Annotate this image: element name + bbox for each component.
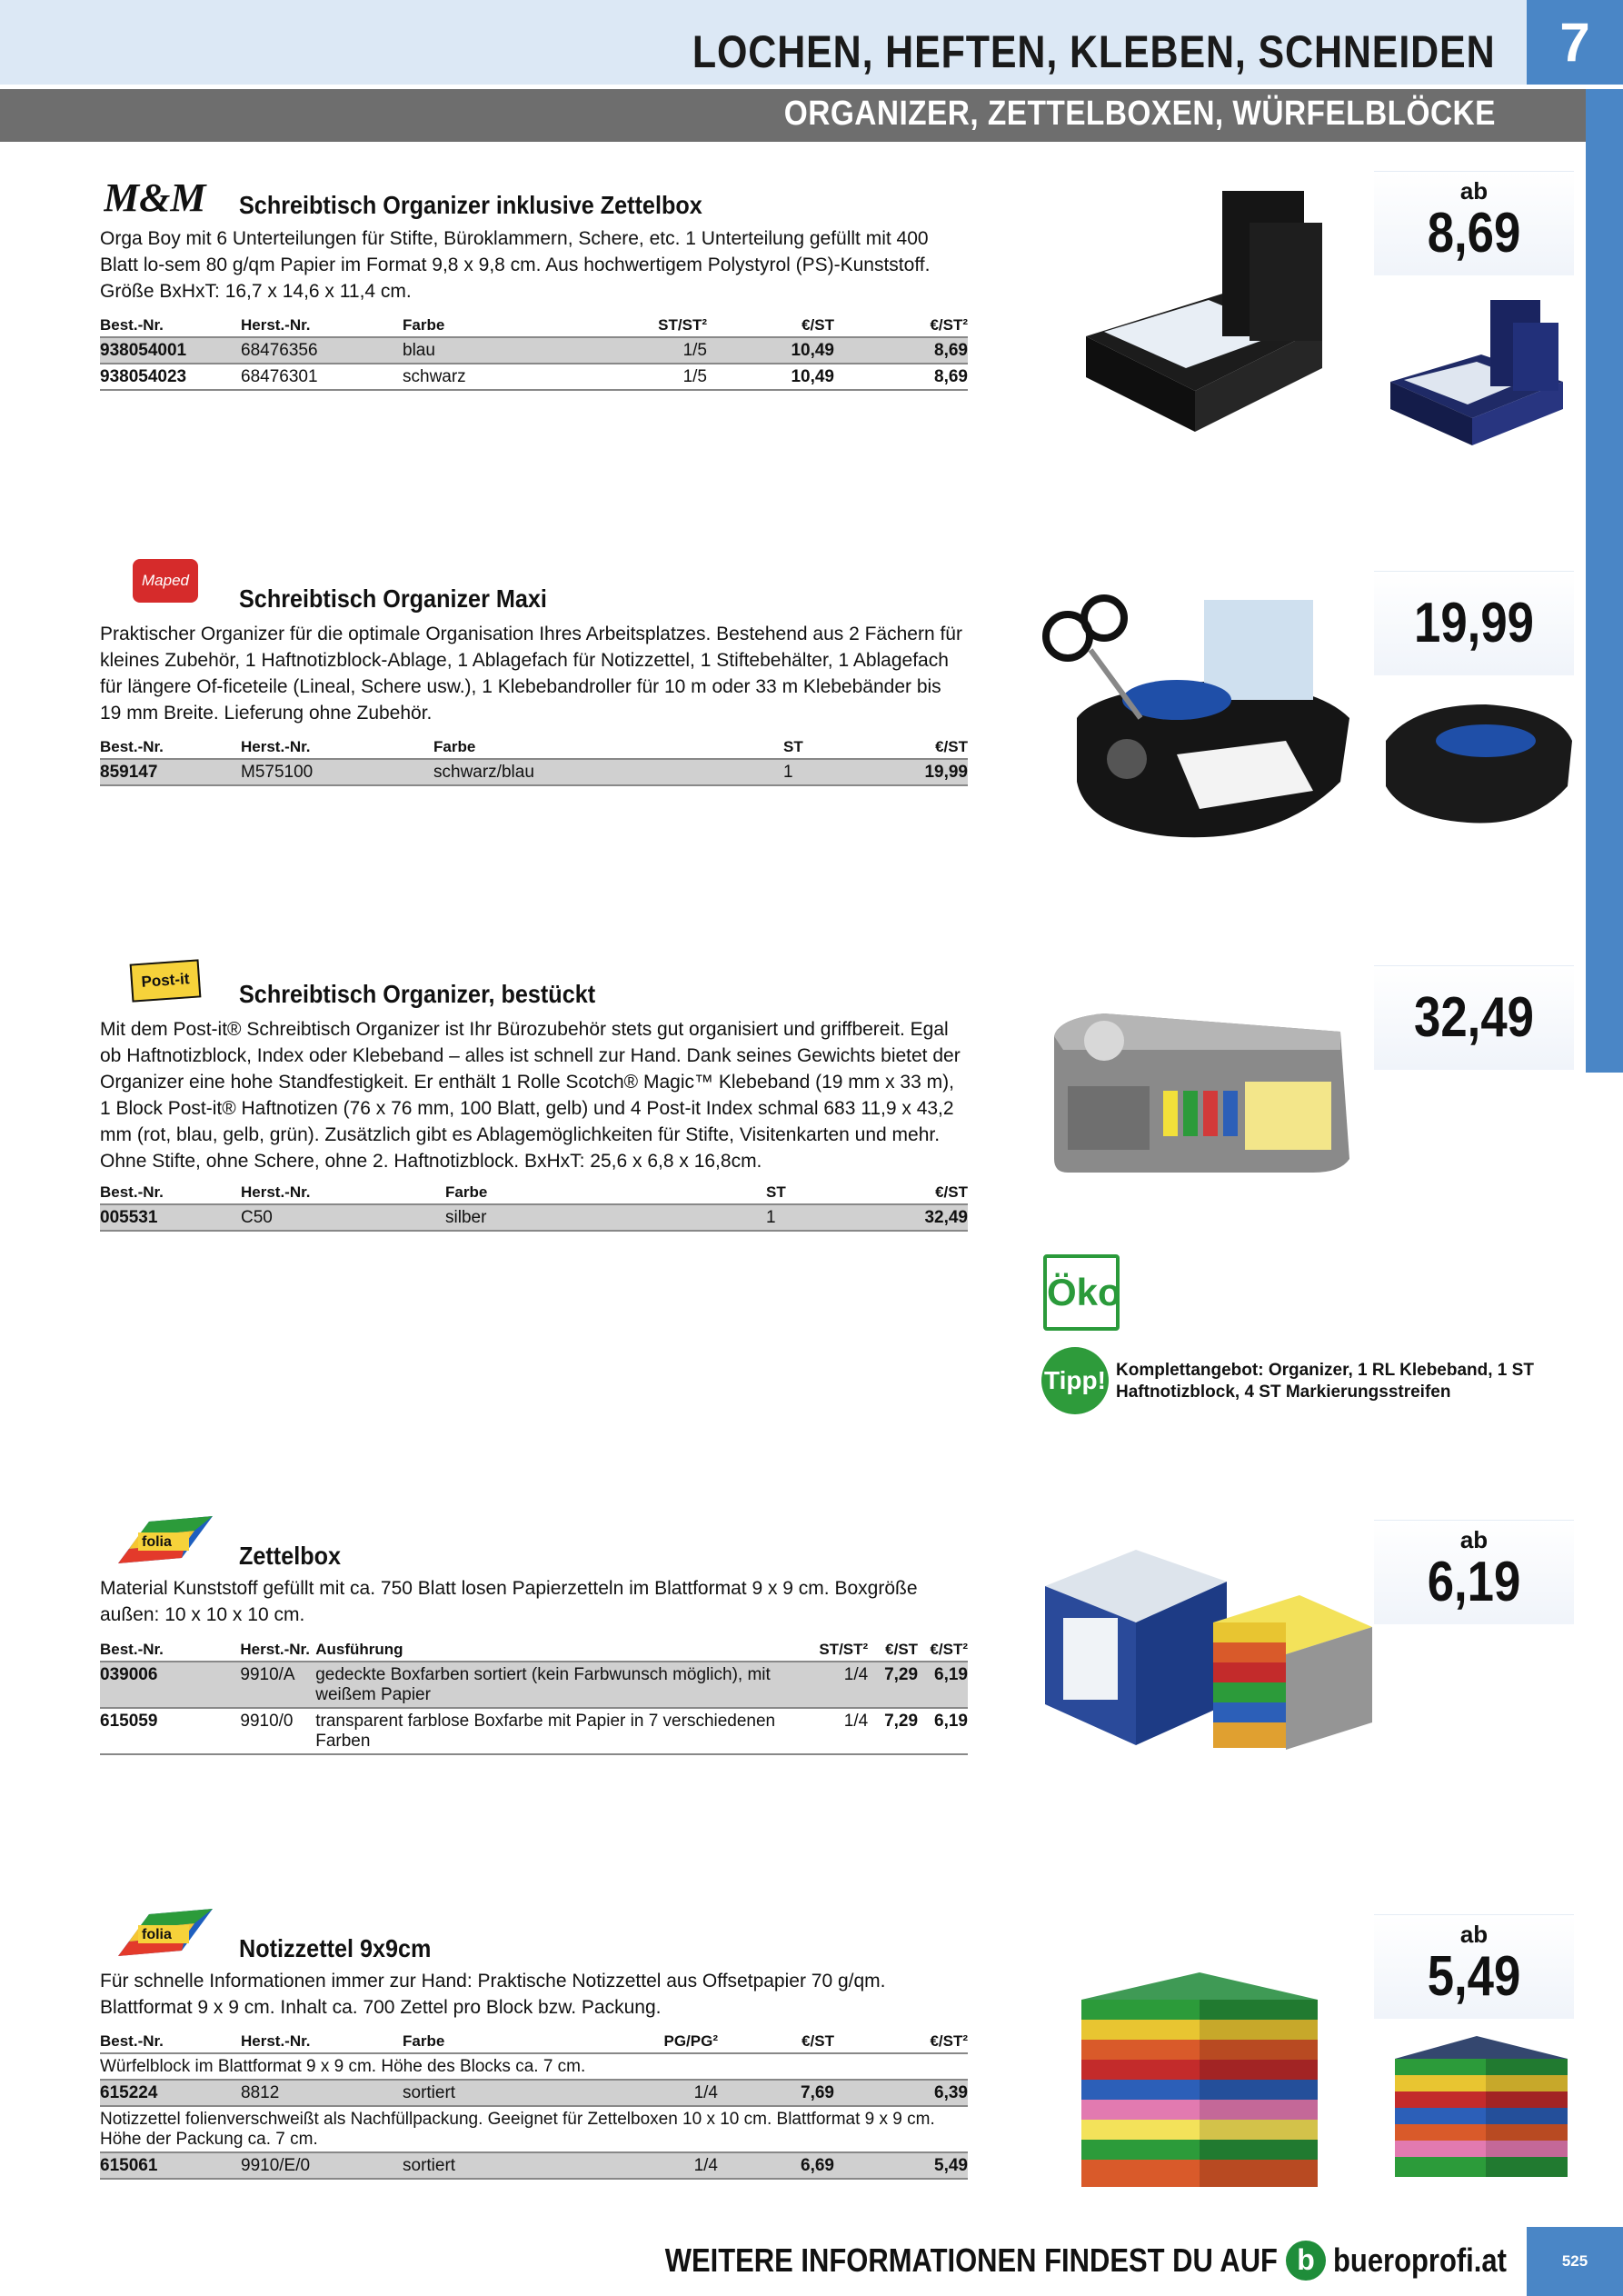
col-header: Farbe — [403, 313, 612, 337]
price-per-unit: 6,69 — [718, 2152, 834, 2179]
col-header: PG/PG² — [650, 2029, 718, 2053]
col-header: €/ST — [707, 313, 834, 337]
price-per-unit: 32,49 — [821, 1204, 968, 1231]
price-prefix: ab — [1459, 177, 1489, 205]
col-header: Best.-Nr. — [100, 1637, 240, 1662]
product-title: Zettelbox — [239, 1542, 342, 1570]
price-per-unit: 7,69 — [718, 2080, 834, 2106]
color: schwarz — [403, 364, 612, 390]
product-title: Schreibtisch Organizer, bestückt — [239, 980, 596, 1008]
col-header: €/ST — [868, 1637, 918, 1662]
manufacturer-number: 9910/0 — [240, 1708, 315, 1754]
col-header: €/ST² — [918, 1637, 968, 1662]
price: 8,69 — [1427, 202, 1521, 265]
price-per-unit: 7,29 — [868, 1662, 918, 1708]
page-title: LOCHEN, HEFTEN, KLEBEN, SCHNEIDEN — [692, 26, 1496, 77]
unit: 1/4 — [650, 2152, 718, 2179]
color: silber — [445, 1204, 766, 1231]
price-per-unit2: 8,69 — [834, 364, 968, 390]
design: transparent farblose Boxfarbe mit Papier in 7 verschiedenen Farben — [315, 1708, 819, 1754]
order-number: 938054001 — [100, 337, 241, 364]
table-row — [100, 2080, 968, 2106]
unit: 1/5 — [612, 364, 707, 390]
product-table — [100, 2029, 968, 2180]
col-header: Best.-Nr. — [100, 734, 241, 759]
unit: 1/4 — [819, 1708, 868, 1754]
manufacturer-number: 8812 — [241, 2080, 403, 2106]
manufacturer-number: M575100 — [241, 759, 433, 785]
price: 19,99 — [1414, 592, 1534, 654]
order-number: 938054023 — [100, 364, 241, 390]
col-header: Ausführung — [315, 1637, 819, 1662]
footer-text: WEITERE INFORMATIONEN FINDEST DU AUF — [664, 2241, 1278, 2279]
col-header: ST — [766, 1180, 821, 1204]
product-description: Material Kunststoff gefüllt mit ca. 750 Blatt losen Papierzetteln im Blattformat 9 x 9 cm. Boxgröße außen: 10 x 10 x 10 cm. — [100, 1578, 918, 1625]
side-color-strip — [1586, 89, 1623, 1073]
product-description: Praktischer Organizer für die optimale Organisation Ihres Arbeitsplatzes. Bestehend aus 2 Fächern für kleines Zubehör, 1 Haftnotizblock-Ablage, 1 Ablagefach für Notizzettel, 1 Stiftebehälter, 1 Ablagefach für längere Of-ficeteile (Lineal, Schere usw.), 1 Klebebandroller für 10 m oder 33 m Klebebänder bis 19 mm Breite. Lieferung ohne Zubehör. — [100, 624, 962, 724]
price-per-unit2: 8,69 — [834, 337, 968, 364]
table-header-row — [100, 1180, 968, 1204]
tipp-text: Komplettangebot: Organizer, 1 RL Klebeband, 1 ST Haftnotizblock, 4 ST Markierungsstreifen — [1116, 1361, 1534, 1402]
col-header: €/ST² — [834, 2029, 968, 2053]
color: sortiert — [403, 2080, 650, 2106]
order-number: 005531 — [100, 1204, 241, 1231]
price-per-unit: 10,49 — [707, 364, 834, 390]
order-number: 615224 — [100, 2080, 241, 2106]
wuerfelblock-image — [1072, 1963, 1372, 2209]
col-header: €/ST² — [834, 313, 968, 337]
table-row — [100, 337, 968, 364]
product-title: Schreibtisch Organizer inklusive Zettelbox — [239, 191, 702, 219]
order-number: 615061 — [100, 2152, 241, 2179]
col-header: Herst.-Nr. — [241, 1180, 445, 1204]
row-group-description: Würfelblock im Blattformat 9 x 9 cm. Höhe des Blocks ca. 7 cm. — [100, 2053, 968, 2080]
maped-organizer-small-image — [1377, 677, 1577, 832]
table-row — [100, 1662, 968, 1708]
price-box — [1374, 965, 1574, 1070]
table-row — [100, 2152, 968, 2179]
zettelbox-image — [1036, 1541, 1372, 1768]
price-per-unit2: 6,19 — [918, 1662, 968, 1708]
product-title: Schreibtisch Organizer Maxi — [239, 584, 547, 613]
price: 6,19 — [1427, 1551, 1521, 1613]
col-header: ST/ST² — [819, 1637, 868, 1662]
unit: 1/4 — [650, 2080, 718, 2106]
product-description: Für schnelle Informationen immer zur Hand: Praktische Notizzettel aus Offsetpapier 70 g/qm. Blattformat 9 x 9 cm. Inhalt ca. 700 Zettel pro Block bzw. Packung. — [100, 1971, 886, 2018]
page-subtitle: ORGANIZER, ZETTELBOXEN, WÜRFELBLÖCKE — [783, 95, 1496, 133]
folia-brand-logo — [113, 1909, 218, 1962]
chapter-number: 7 — [1527, 0, 1623, 85]
postit-organizer-image — [1050, 1004, 1354, 1177]
price: 32,49 — [1414, 986, 1534, 1049]
mm-organizer-blue-image — [1381, 282, 1577, 450]
notizzettel-refill-image — [1386, 2031, 1577, 2204]
product-description: Mit dem Post-it® Schreibtisch Organizer ist Ihr Bürozubehör stets gut organisiert und griffbereit. Egal ob Haftnotizblock, Index oder Klebeband – alles ist schnell zur Hand. Dank seines Gewichts bietet der Organizer eine hohe Standfestigkeit. Er enthält 1 Rolle Scotch® Magic™ Klebeband (19 mm x 33 m), 1 Block Post-it® Haftnotizen (76 x 76 mm, 100 Blatt, gelb) und 4 Post-it Index schmal 683 11,9 x 43,2 mm (rot, blau, gelb, grün). Zusätzlich gibt es Ablagemöglichkeiten für Stifte, Visitenkarten und mehr. Ohne Stifte, ohne Schere, ohne 2. Haftnotizblock. BxHxT: 25,6 x 6,8 x 16,8cm. — [100, 1019, 961, 1172]
col-header: Farbe — [445, 1180, 766, 1204]
table-row — [100, 759, 968, 785]
table-header-row — [100, 734, 968, 759]
col-header: Herst.-Nr. — [241, 2029, 403, 2053]
col-header: Herst.-Nr. — [241, 734, 433, 759]
price-prefix: ab — [1459, 1921, 1489, 1948]
price-box — [1374, 1520, 1574, 1624]
folia-brand-logo — [113, 1516, 218, 1569]
price: 5,49 — [1427, 1945, 1521, 2008]
price-per-unit: 10,49 — [707, 337, 834, 364]
product-table — [100, 734, 968, 786]
col-header: €/ST — [718, 2029, 834, 2053]
maped-organizer-image — [1041, 582, 1368, 845]
product-description: Orga Boy mit 6 Unterteilungen für Stifte, Büroklammern, Schere, etc. 1 Unterteilung gefüllt mit 400 Blatt lo-sem 80 g/qm Papier im Format 9,8 x 9,8 cm. Aus hochwertigem Polystyrol (PS)-Kunststoff. Größe BxHxT: 16,7 x 14,6 x 11,4 cm. — [100, 228, 931, 302]
order-number: 615059 — [100, 1708, 240, 1754]
color: schwarz/blau — [433, 759, 783, 785]
manufacturer-number: 68476301 — [241, 364, 403, 390]
table-row — [100, 1708, 968, 1754]
price-per-unit2: 6,39 — [834, 2080, 968, 2106]
mm-brand-logo — [104, 176, 233, 218]
col-header: Best.-Nr. — [100, 313, 241, 337]
mm-organizer-image — [1050, 173, 1359, 450]
price-box — [1374, 1914, 1574, 2019]
color: blau — [403, 337, 612, 364]
col-header: Best.-Nr. — [100, 2029, 241, 2053]
product-title: Notizzettel 9x9cm — [239, 1934, 432, 1962]
product-table — [100, 313, 968, 391]
bueroprofi-logo-text: bueroprofi.at — [1333, 2241, 1507, 2279]
table-header-row — [100, 1637, 968, 1662]
manufacturer-number: 9910/E/0 — [241, 2152, 403, 2179]
price-box — [1374, 571, 1574, 675]
table-subheader-row — [100, 2106, 968, 2152]
mm-logo-text: M&M — [104, 176, 206, 218]
table-subheader-row — [100, 2053, 968, 2080]
col-header: Best.-Nr. — [100, 1180, 241, 1204]
col-header: Farbe — [433, 734, 783, 759]
col-header: ST/ST² — [612, 313, 707, 337]
price-per-unit: 7,29 — [868, 1708, 918, 1754]
manufacturer-number: C50 — [241, 1204, 445, 1231]
product-table — [100, 1637, 968, 1755]
color: sortiert — [403, 2152, 650, 2179]
table-header-row — [100, 2029, 968, 2053]
manufacturer-number: 68476356 — [241, 337, 403, 364]
unit: 1 — [766, 1204, 821, 1231]
row-group-description: Notizzettel folienverschweißt als Nachfüllpackung. Geeignet für Zettelboxen 10 x 10 cm. Blattformat 9 x 9 cm. Höhe der Packung ca. 7 cm. — [100, 2106, 968, 2152]
col-header: Herst.-Nr. — [241, 313, 403, 337]
unit: 1/5 — [612, 337, 707, 364]
page-number: 525 — [1527, 2227, 1623, 2296]
price-per-unit2: 6,19 — [918, 1708, 968, 1754]
col-header: Herst.-Nr. — [240, 1637, 315, 1662]
price-per-unit2: 5,49 — [834, 2152, 968, 2179]
folia-logo-text: folia — [142, 1927, 172, 1942]
manufacturer-number: 9910/A — [240, 1662, 315, 1708]
folia-logo-text: folia — [142, 1534, 172, 1550]
price-per-unit: 19,99 — [820, 759, 968, 785]
col-header: ST — [783, 734, 820, 759]
product-table — [100, 1180, 968, 1232]
bueroprofi-logo-icon: b — [1286, 2241, 1326, 2281]
unit: 1 — [783, 759, 820, 785]
order-number: 859147 — [100, 759, 241, 785]
table-row — [100, 1204, 968, 1231]
maped-brand-logo: Maped — [133, 559, 198, 603]
col-header: €/ST — [821, 1180, 968, 1204]
unit: 1/4 — [819, 1662, 868, 1708]
table-row — [100, 364, 968, 390]
tipp-badge: Tipp! — [1041, 1347, 1109, 1414]
bueroprofi-logo[interactable] — [1286, 2240, 1535, 2281]
col-header: Farbe — [403, 2029, 650, 2053]
price-box — [1374, 171, 1574, 275]
price-prefix: ab — [1459, 1526, 1489, 1553]
col-header: €/ST — [820, 734, 968, 759]
table-header-row — [100, 313, 968, 337]
postit-brand-logo: Post-it — [130, 959, 202, 1002]
design: gedeckte Boxfarben sortiert (kein Farbwunsch möglich), mit weißem Papier — [315, 1662, 819, 1708]
oko-badge: Öko — [1043, 1254, 1120, 1331]
order-number: 039006 — [100, 1662, 240, 1708]
